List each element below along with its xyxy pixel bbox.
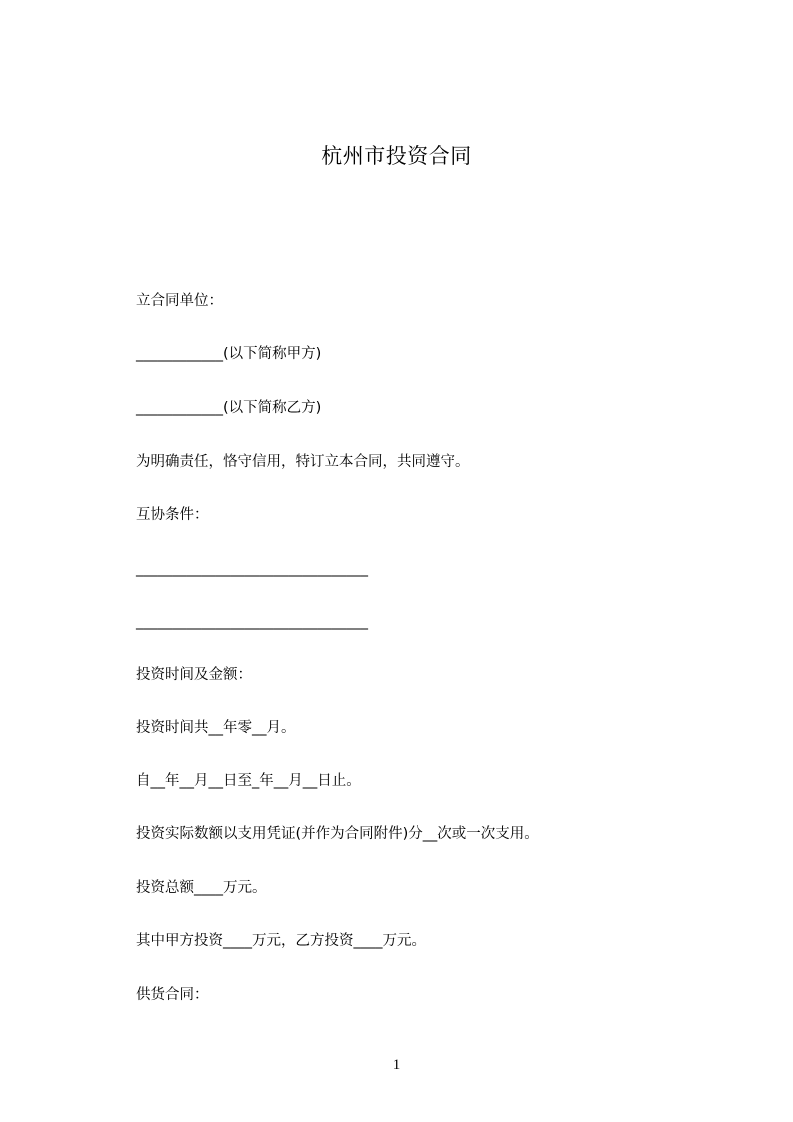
investment-total: 投资总额____万元。 (136, 880, 267, 896)
investment-duration: 投资时间共__年零__月。 (136, 720, 296, 736)
investment-period: 自__年__月__日至_年__月__日止。 (136, 773, 361, 789)
mutual-terms-heading: 互协条件： (136, 507, 209, 523)
mutual-terms-blank-1: ________________________________ (136, 561, 368, 577)
supply-contract-heading: 供货合同： (136, 987, 209, 1003)
investment-split: 其中甲方投资____万元，乙方投资____万元。 (136, 933, 426, 949)
document-title: 杭州市投资合同 (321, 144, 472, 168)
page-number: 1 (392, 1057, 401, 1073)
party-a-line: ____________(以下简称甲方) (136, 346, 322, 362)
contract-parties-heading: 立合同单位： (136, 293, 223, 309)
investment-disbursement: 投资实际数额以支用凭证(并作为合同附件)分__次或一次支用。 (136, 826, 539, 842)
party-b-line: ____________(以下简称乙方) (136, 400, 322, 416)
purpose-statement: 为明确责任，恪守信用，特订立本合同，共同遵守。 (136, 454, 470, 470)
mutual-terms-blank-2: ________________________________ (136, 614, 368, 630)
investment-heading: 投资时间及金额： (136, 667, 252, 683)
